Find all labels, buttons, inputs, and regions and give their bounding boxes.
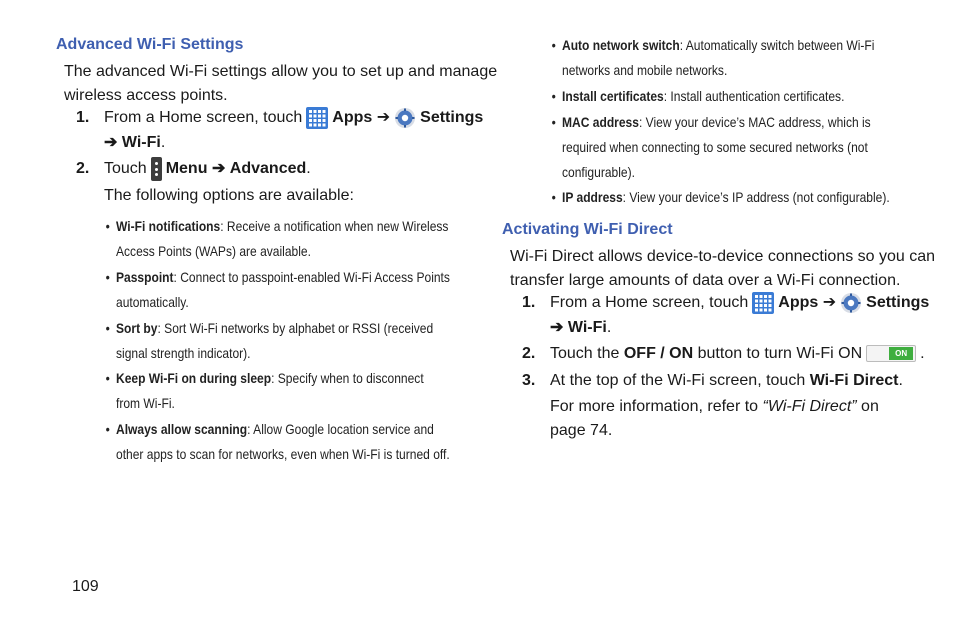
menu-icon [151, 157, 162, 181]
settings-gear-icon [394, 107, 416, 129]
section-heading-advanced-wifi: Advanced Wi-Fi Settings [56, 36, 244, 53]
options-intro: The following options are available: [104, 187, 354, 204]
section-heading-wifi-direct: Activating Wi-Fi Direct [502, 221, 673, 238]
bullet-install-certificates: • Install certificates: Install authentication certificates. [551, 88, 845, 104]
bullet-keep-wifi-on: • Keep Wi-Fi on during sleep: Specify when to disconnect from Wi-Fi. [105, 370, 424, 411]
apps-icon [752, 292, 774, 314]
bullet-mac-address: • MAC address: View your device’s MAC address, which is required when connecting to some secured networks (not configurable). [551, 114, 871, 180]
bullet-sort-by: • Sort by: Sort Wi-Fi networks by alphabet or RSSI (received signal strength indicator). [105, 320, 434, 361]
bullet-ip-address: • IP address: View your device’s IP address (not configurable). [551, 189, 890, 205]
bullet-passpoint: • Passpoint: Connect to passpoint-enabled Wi-Fi Access Points automatically. [105, 269, 450, 310]
bullet-auto-network-switch: • Auto network switch: Automatically switch between Wi-Fi networks and mobile networks. [551, 37, 875, 78]
page-number: 109 [72, 578, 99, 595]
on-toggle-icon: ON [866, 345, 916, 362]
bullet-always-allow-scanning: • Always allow scanning: Allow Google location service and other apps to scan for networks, even when Wi-Fi is turned off. [105, 421, 450, 462]
settings-gear-icon [840, 292, 862, 314]
apps-icon [306, 107, 328, 129]
wifi-direct-reference-link[interactable]: “Wi-Fi Direct” [762, 398, 857, 415]
intro-paragraph: The advanced Wi-Fi settings allow you to set up and manage wireless access points. [64, 63, 498, 104]
wifi-direct-intro: Wi-Fi Direct allows device-to-device connections so you can transfer large amounts of data over a Wi-Fi connection. [510, 248, 936, 289]
bullet-wifi-notifications: • Wi-Fi notifications: Receive a notification when new Wireless Access Points (WAPs) are available. [105, 218, 449, 259]
reference-note: For more information, refer to “Wi-Fi Direct” on page 74. [550, 398, 879, 439]
